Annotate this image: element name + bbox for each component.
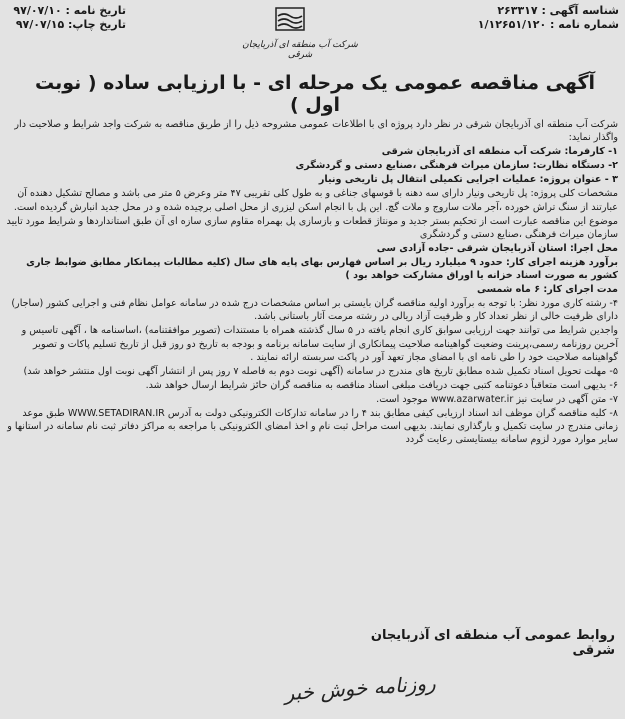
print-date: تاریخ چاپ: ۹۷/۰۷/۱۵ — [15, 18, 126, 31]
location-line: محل اجرا: استان آذربایجان شرقی -جاده آزادی سی — [376, 242, 618, 254]
employer-line: ۱- کارفرما: شرکت آب منطقه ای آذربایجان شرقی — [381, 146, 618, 158]
intro-paragraph: شرکت آب منطقه ای آذربایجان شرقی در نظر دارد پروژه ای با اطلاعات عمومی مشروحه ذیل را از طریق مناقصه به شرکت واجد شرایط و صلاحیت دار واگذار نماید: — [14, 119, 618, 144]
deadline-paragraph: ۵- مهلت تحویل اسناد تکمیل شده مطابق تاریخ های مندرج در سامانه (آگهی نوبت دوم به فاصله ۷ روز پس از انتشار آگهی نوبت اول منتشر خواهد شد) — [23, 365, 618, 377]
cost-estimate-paragraph: برآورد هزینه اجرای کار: حدود ۹ میلیارد ریال بر اساس فهارس بهای پایه های سال (کلیه مطالبات پیمانکار مطابق ضوابط جاری کشور به صورت اسناد خزانه یا اوراق مشارکت خواهد بود ) — [26, 256, 618, 282]
eligibility-paragraph: واجدین شرایط می توانند جهت ارزیابی سوابق کاری انجام یافته در ۵ سال گذشته همراه با مستندات (تصویر موافقتنامه) ،اساسنامه ها ، آگهی تاسیس و آخرین روزنامه رسمی،پرینت وضعیت گواهینامه صلاحیت پیمانکاری از سایت سامانه برنامه و بودجه به تاریخ دو روز قبل از تاریخ تسلیم پاکات و تصویر گواهینامه صلاحیت خود را طی نامه ای با امضای مجاز تعهد آور در پاکت سربسته ارائه نمایند . — [21, 325, 618, 363]
ad-id: شناسه آگهی : ۲۶۳۳۱۷ — [497, 4, 619, 17]
registration-paragraph: ۸- کلیه مناقصه گران موظف اند اسناد ارزیابی کیفی مطابق بند ۴ را در سامانه تدارکات الکترونیکی دولت به آدرس WWW.SETADIRAN.IR طبق موعد زمانی مندرج در سایت تکمیل و بارگذاری نمایند. بدیهی است مراحل ثبت نام و اخذ امضای الکترونیکی با مراجعه به مراکز دفاتر ثبت نام سامانه در استانها و سایر موارد مورد لزوم سامانه بیستایستی رعایت گردد — [7, 407, 618, 446]
header-dates — [6, 4, 126, 32]
invitation-paragraph: ۶- بدیهی است متعاقباً دعوتنامه کتبی جهت دریافت مبلغی اسناد مناقصه به مناقصه گران حائز شرایط ارسال خواهد شد. — [145, 379, 618, 391]
water-company-logo-icon — [260, 6, 320, 34]
handwritten-signature — [280, 670, 440, 710]
field-requirement-paragraph: ۴- رشته کاری مورد نظر: با توجه به برآورد اولیه مناقصه گران بایستی بر اساس مشخصات درج شده در سامانه عوامل نظام فنی و اجرایی کشور (ساجار) دارای ظرفیت خالی از نظر تعداد کار و ظرفیت آزاد ریالی در رشته مرمت آثار باستانی باشد. — [11, 298, 618, 323]
project-specs-paragraph: مشخصات کلی پروژه: پل تاریخی ونیار دارای سه دهنه با قوسهای جناغی و به طول کلی تقریبی ۴۷ متر وعرض ۵ متر می باشد و مصالح تشکیل دهنده آن عبارتند از سنگ تراش خورده ،آجر ملات ساروج و ملات گچ. این پل با انجام اسکن لیزری از محل اصلی برچیده شده و در محل جدید انبارش گردیده است. — [13, 188, 618, 213]
supervisor-line: ۲- دستگاه نظارت: سازمان میراث فرهنگی ،صنایع دستی و گردشگری — [295, 160, 618, 172]
newspaper-name: روزنامه خوش خبر — [283, 670, 437, 706]
public-relations-signoff: روابط عمومی آب منطقه ای آذربایجان شرقی — [370, 628, 615, 658]
website-paragraph: ۷- متن آگهی در سایت نیز www.azarwater.ir موجود است. — [376, 393, 618, 405]
logo-company-name: شرکت آب منطقه ای آذربایجان شرقی — [242, 40, 358, 60]
announcement-body — [6, 118, 618, 447]
duration-line: مدت اجرای کار: ۶ ماه شمسی — [476, 284, 618, 296]
header-ids — [469, 4, 619, 32]
project-title-line: ۳ - عنوان پروژه: عملیات اجرایی تکمیلی انتقال پل تاریخی ونیار — [318, 174, 618, 186]
tender-subject-paragraph: موضوع این مناقصه عبارت است از تحکیم بستر جدید و مونتاژ قطعات و بازسازی پل بهمراه مقاوم سازی سازه ای آن طبق استانداردها و شرایط مورد تایید سازمان میراث فرهنگی ،صنایع دستی و گردشگری — [6, 215, 618, 240]
letter-date: تاریخ نامه : ۹۷/۰۷/۱۰ — [13, 4, 126, 17]
page-title: آگهی مناقصه عمومی یک مرحله ای - با ارزیابی ساده ( نوبت اول ) — [34, 72, 596, 116]
letter-number: شماره نامه : ۱/۱۲۶۵۱/۱۲۰ — [477, 18, 619, 31]
